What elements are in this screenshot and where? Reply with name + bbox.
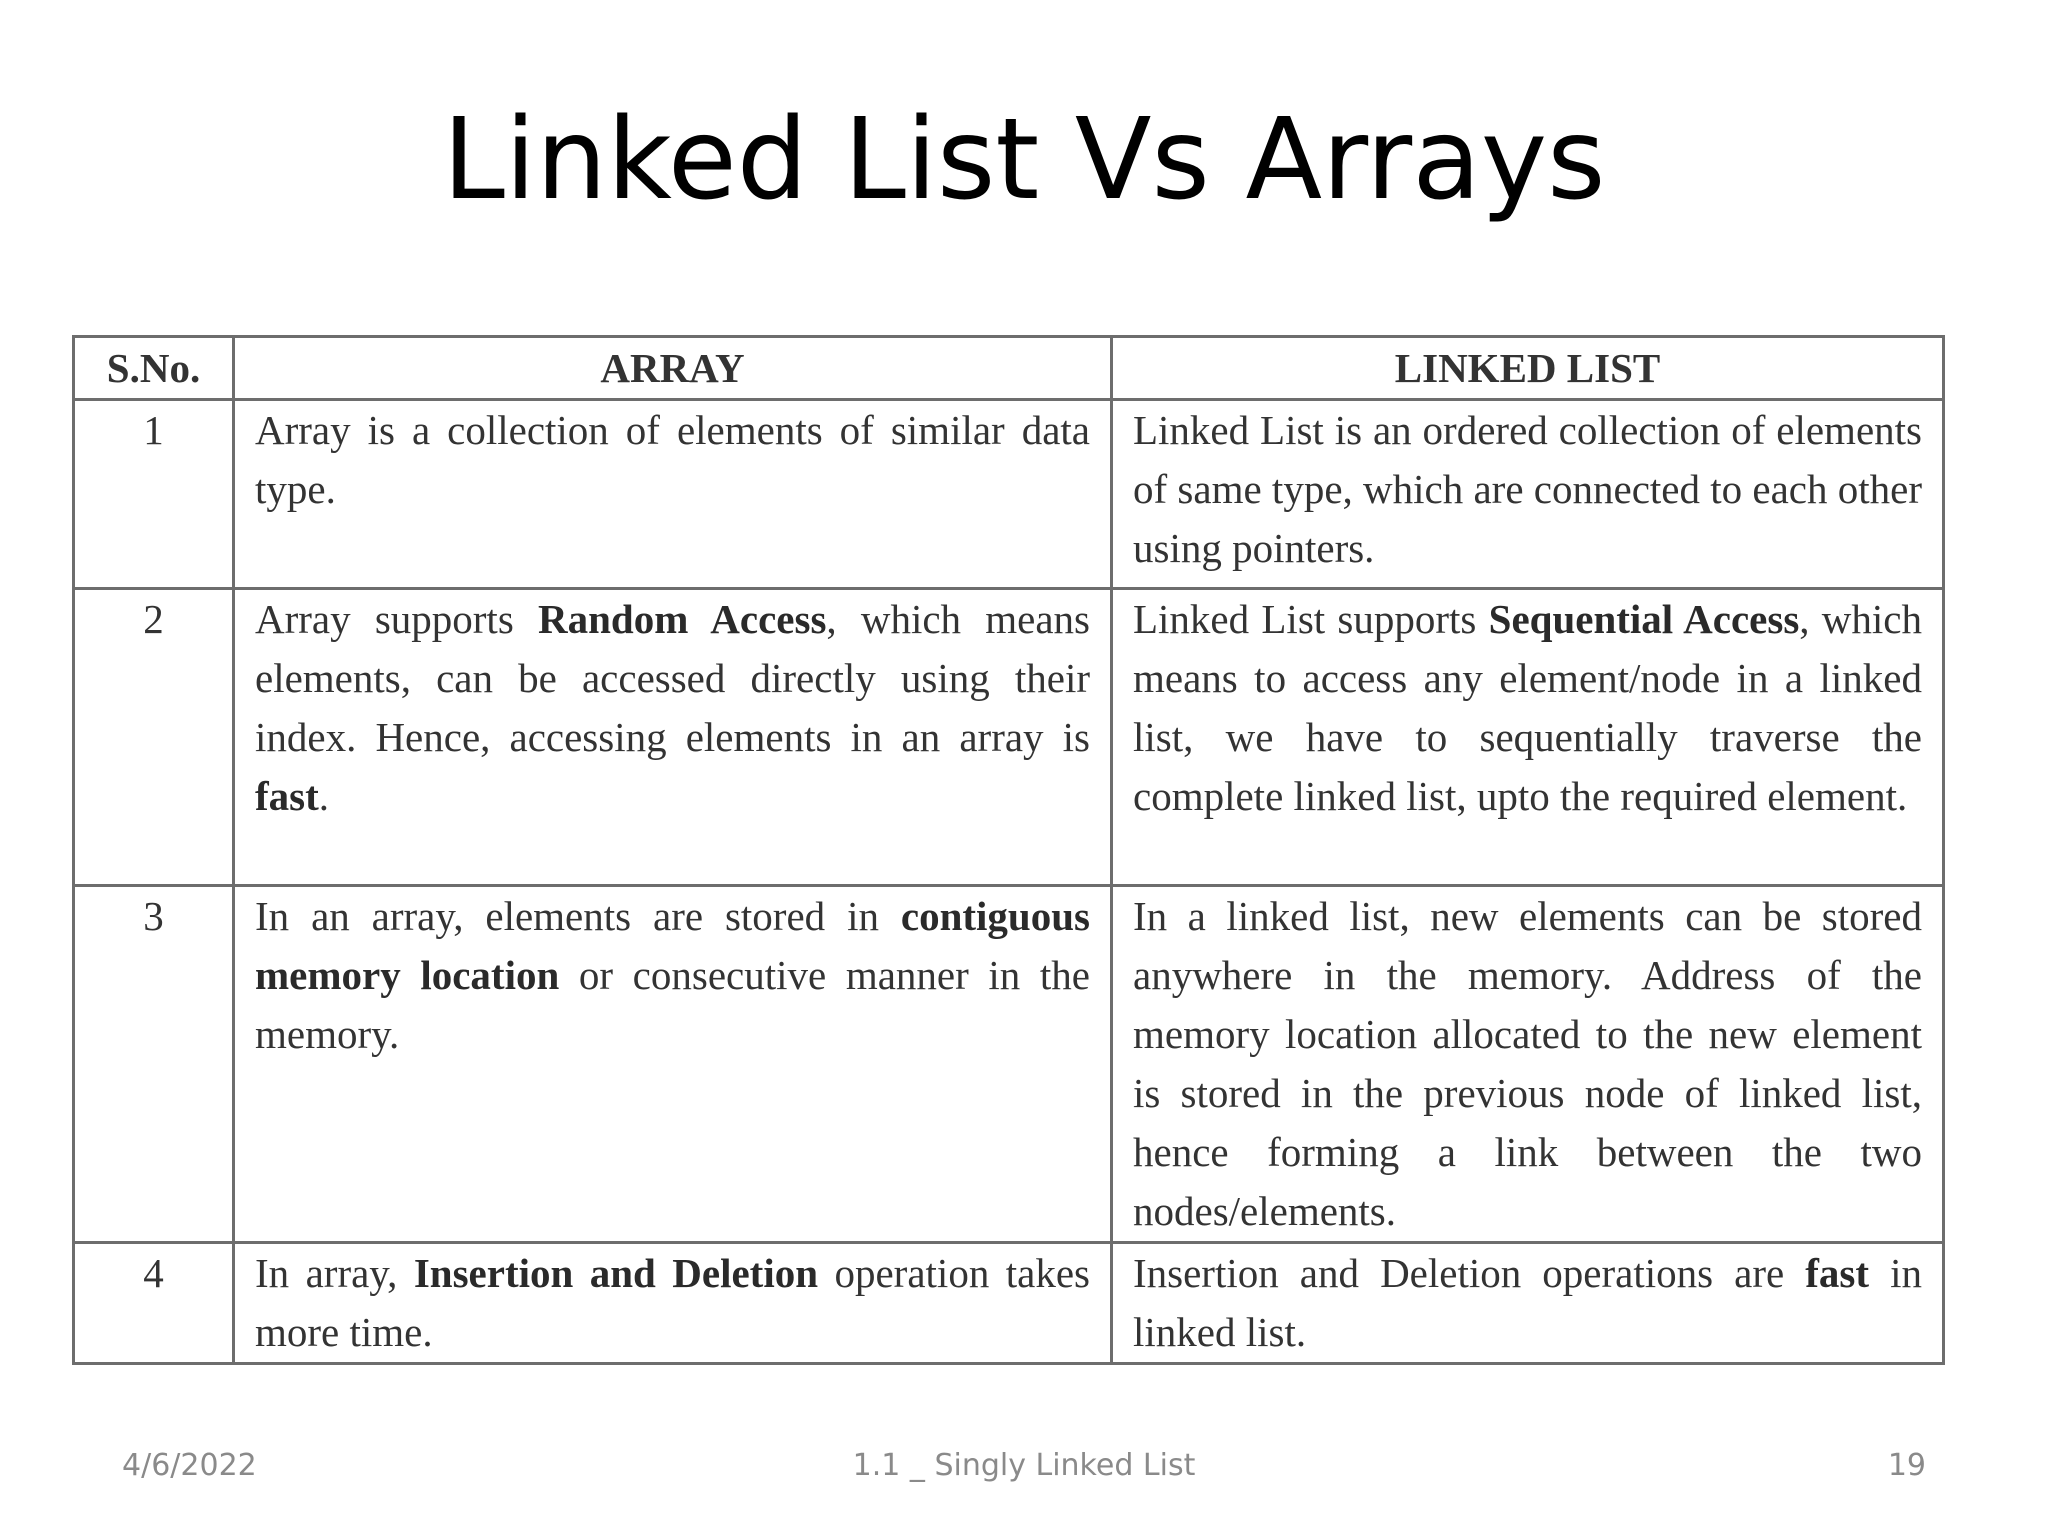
row-number: 4 <box>74 1243 234 1364</box>
header-linked-list: LINKED LIST <box>1112 337 1944 400</box>
linked-list-text: In a linked list, new elements can be stored anywhere in the memory. Address of the memory location allocated to the new element is stored in the previous node of linked list, hence forming a link between the two nodes/elements. <box>1133 893 1922 1234</box>
array-bold-text: Random Access <box>537 596 827 642</box>
array-text: Array is a collection of elements of similar data type. <box>255 407 1090 512</box>
table-row <box>74 400 1944 589</box>
array-cell <box>234 400 1112 589</box>
array-text: or consecutive manner in the memory. <box>255 952 1090 1057</box>
linked-list-bold-text: fast <box>1805 1250 1870 1296</box>
array-text: , which means elements, can be accessed directly using their index. Hence, accessing elements in an array is <box>255 596 1090 760</box>
array-text: Array supports <box>255 596 538 642</box>
linked-list-text: in linked list. <box>1133 1250 1922 1355</box>
array-bold-text: Insertion and Deletion <box>413 1250 819 1296</box>
table-row <box>74 886 1944 1243</box>
footer-date: 4/6/2022 <box>122 1448 257 1483</box>
linked-list-bold-text: Sequential Access <box>1488 596 1800 642</box>
linked-list-cell <box>1112 589 1944 886</box>
comparison-table <box>72 335 1945 1365</box>
table-row <box>74 1243 1944 1364</box>
row-number: 3 <box>74 886 234 1243</box>
row-number: 1 <box>74 400 234 589</box>
array-bold-text: fast <box>255 773 319 819</box>
array-bold-text: contiguous memory location <box>255 893 1090 998</box>
table-header-row <box>74 337 1944 400</box>
linked-list-cell <box>1112 400 1944 589</box>
array-text: In an array, elements are stored in <box>255 893 901 939</box>
header-array: ARRAY <box>234 337 1112 400</box>
array-text: In array, <box>255 1250 414 1296</box>
slide-number: 19 <box>1887 1448 1926 1483</box>
linked-list-cell <box>1112 1243 1944 1364</box>
table-row <box>74 589 1944 886</box>
linked-list-text: Linked List is an ordered collection of elements of same type, which are connected to each other using pointers. <box>1133 407 1922 571</box>
slide-title: Linked List Vs Arrays <box>442 95 1606 225</box>
array-text: operation takes more time. <box>255 1250 1091 1355</box>
linked-list-cell <box>1112 886 1944 1243</box>
array-cell <box>234 886 1112 1243</box>
array-cell <box>234 589 1112 886</box>
linked-list-text: , which means to access any element/node in a linked list, we have to sequentially traverse the complete linked list, upto the required element. <box>1133 596 1922 819</box>
header-sno: S.No. <box>74 337 234 400</box>
array-text: . <box>318 773 330 819</box>
linked-list-text: Linked List supports <box>1133 596 1489 642</box>
footer-title: 1.1 _ Singly Linked List <box>852 1448 1196 1483</box>
array-cell <box>234 1243 1112 1364</box>
linked-list-text: Insertion and Deletion operations are <box>1133 1250 1806 1296</box>
row-number: 2 <box>74 589 234 886</box>
